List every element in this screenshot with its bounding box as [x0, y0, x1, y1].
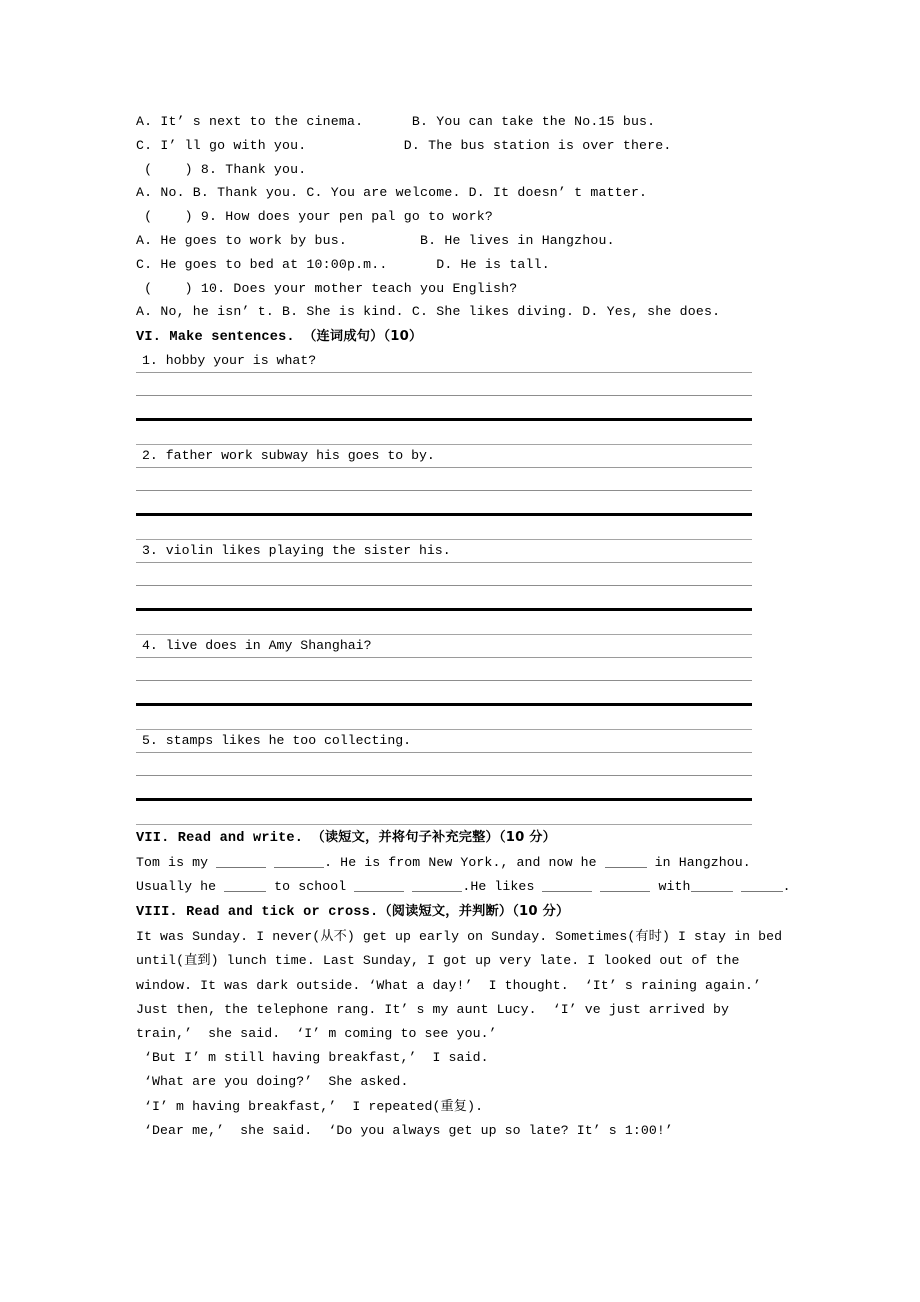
fill-text: Tom is my	[136, 855, 217, 871]
fill-blank[interactable]	[412, 878, 462, 892]
fill-blank[interactable]	[354, 878, 404, 892]
section-vi-header	[136, 324, 808, 350]
fill-text: . He is from New York., and now he	[324, 855, 605, 871]
section-vi-header-en: VI. Make sentences.	[136, 330, 304, 346]
passage-line: train,’ she said. ‘I’ m coming to see you.’	[136, 1025, 497, 1041]
make-sentence-block	[136, 540, 752, 635]
make-sentence-block	[136, 730, 752, 825]
fill-blank[interactable]	[542, 878, 592, 892]
section-vii-header	[136, 825, 808, 851]
mc-line: A. It’ s next to the cinema. B. You can take the No.15 bus.	[136, 114, 656, 129]
fill-text: .He likes	[462, 879, 543, 895]
mc-question-10[interactable]: ( ) 10. Does your mother teach you English?	[136, 280, 518, 296]
mc-line: A. He goes to work by bus. B. He lives in Hangzhou.	[136, 232, 615, 248]
mc-line: C. He goes to bed at 10:00p.m.. D. He is tall.	[136, 256, 550, 272]
passage-line: Just then, the telephone rang. It’ s my aunt Lucy. ‘I’ ve just arrived by	[136, 1001, 730, 1017]
section-vi-header-cn: （连词成句）（10）	[303, 329, 423, 345]
section-vii-header-cn: （读短文，并将句子补充完整）（10 分）	[311, 830, 557, 846]
make-sentence-prompt: 4. live does in Amy Shanghai?	[142, 638, 372, 654]
make-sentence-prompt: 5. stamps likes he too collecting.	[142, 733, 412, 749]
fill-text	[266, 855, 274, 870]
fill-blank[interactable]	[605, 854, 647, 868]
passage-dialogue-line: ‘I’ m having breakfast,’ I repeated(重复).	[144, 1098, 484, 1114]
fill-in-paragraph	[136, 851, 808, 899]
fill-blank[interactable]	[274, 854, 324, 868]
fill-text	[592, 879, 600, 894]
multiple-choice-block	[136, 110, 808, 324]
passage-line: until(直到) lunch time. Last Sunday, I got up very late. I looked out of the	[136, 953, 740, 969]
mc-line: C. I’ ll go with you. D. The bus station is over there.	[136, 137, 672, 153]
mc-question-9[interactable]: ( ) 9. How does your pen pal go to work?	[136, 209, 494, 225]
reading-passage	[136, 925, 808, 1143]
section-viii-header-cn: （阅读短文，并判断）（10 分）	[378, 904, 570, 920]
fill-blank[interactable]	[741, 878, 783, 892]
fill-blank[interactable]	[224, 878, 266, 892]
fill-text	[733, 879, 741, 894]
section-viii-header-en: VIII. Read and tick or cross.	[136, 905, 379, 921]
fill-text	[404, 879, 412, 894]
make-sentence-prompt: 3. violin likes playing the sister his.	[142, 543, 451, 559]
mc-question-8[interactable]: ( ) 8. Thank you.	[136, 161, 307, 177]
make-sentence-prompt: 1. hobby your is what?	[142, 353, 317, 369]
make-sentence-block	[136, 445, 752, 540]
fill-text: in Hangzhou. Usually he	[136, 855, 759, 895]
passage-line: It was Sunday. I never(从不) get up early on Sunday. Sometimes(有时) I stay in bed	[136, 929, 783, 945]
fill-text: to school	[266, 879, 355, 895]
passage-line: window. It was dark outside. ‘What a day!’ I thought. ‘It’ s raining again.’	[136, 977, 762, 993]
make-sentence-prompt: 2. father work subway his goes to by.	[142, 448, 435, 464]
mc-line: A. No. B. Thank you. C. You are welcome. D. It doesn’ t matter.	[136, 185, 648, 201]
passage-dialogue-line: ‘But I’ m still having breakfast,’ I said.	[144, 1050, 489, 1066]
mc-line: A. No, he isn’ t. B. She is kind. C. She likes diving. D. Yes, she does.	[136, 304, 721, 320]
passage-dialogue-line: ‘What are you doing?’ She asked.	[144, 1074, 409, 1090]
fill-blank[interactable]	[216, 854, 266, 868]
fill-text: .	[782, 879, 791, 895]
fill-text: with	[650, 879, 691, 895]
section-vii-header-en: VII. Read and write.	[136, 831, 312, 847]
fill-blank[interactable]	[600, 878, 650, 892]
page-content	[136, 110, 808, 1143]
make-sentence-block	[136, 635, 752, 730]
fill-blank[interactable]	[691, 878, 733, 892]
section-viii-header	[136, 899, 808, 925]
make-sentence-block	[136, 350, 752, 445]
passage-dialogue-line: ‘Dear me,’ she said. ‘Do you always get up so late? It’ s 1:00!’	[144, 1122, 673, 1138]
